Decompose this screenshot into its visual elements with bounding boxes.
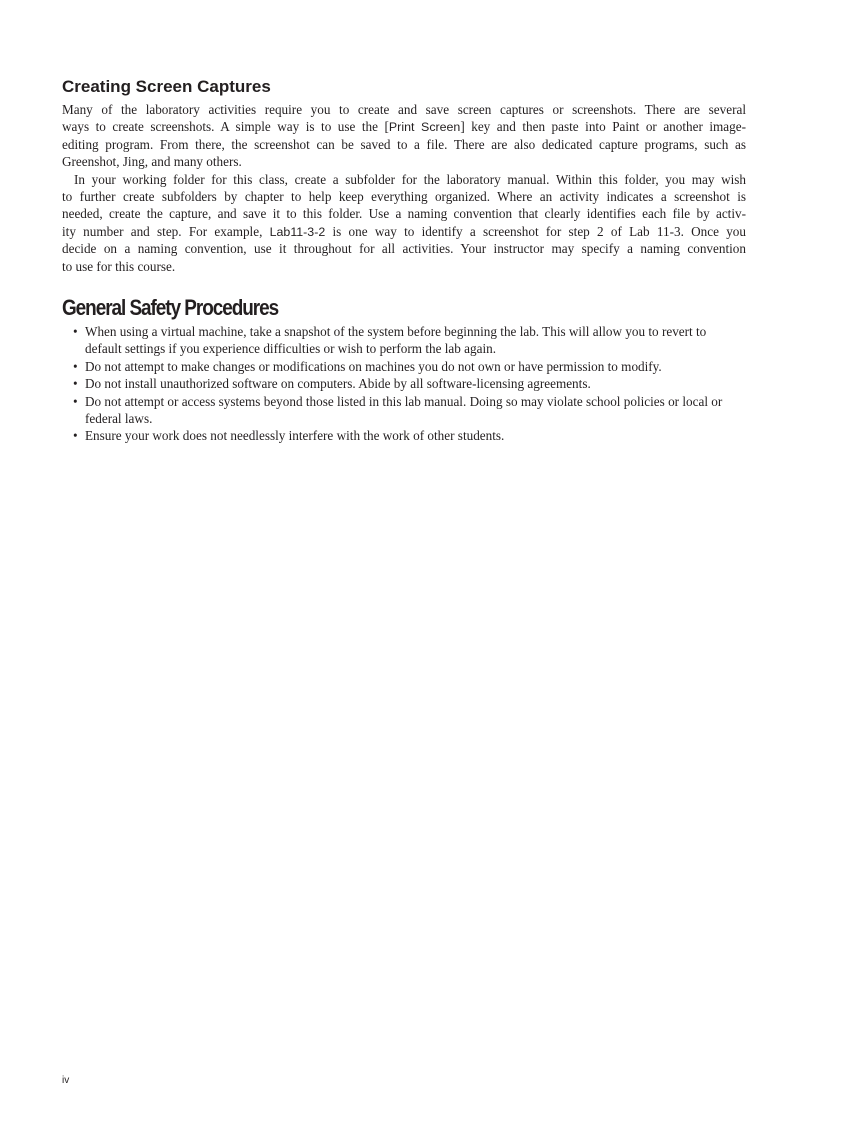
bullet-icon: •: [73, 358, 78, 374]
list-item: [73, 323, 746, 358]
list-item-text: Do not attempt to make changes or modifications on machines you do not own or have permission to modify.: [85, 358, 662, 374]
text-line: decide on a naming convention, use it throughout for all activities. Your instructor may specify a naming convention: [62, 241, 746, 257]
text: is one way to identify a screenshot for step 2 of Lab 11-3. Once you: [325, 223, 746, 239]
safety-list: [73, 323, 746, 445]
filename-example: Lab11-3-2: [269, 224, 326, 239]
bullet-icon: •: [73, 376, 78, 392]
bullet-icon: •: [73, 324, 78, 339]
text-line: Greenshot, Jing, and many others.: [62, 154, 242, 170]
page-number: iv: [62, 1075, 70, 1086]
section-heading-safety: General Safety Procedures: [62, 295, 279, 320]
text-line: [62, 223, 746, 240]
text-line: needed, create the capture, and save it to this folder. Use a naming convention that clearly identifies each file by activ-: [62, 206, 746, 222]
list-item-text: Do not install unauthorized software on computers. Abide by all software-licensing agreements.: [85, 376, 591, 392]
key-name: Print Screen: [388, 120, 461, 135]
list-item: [73, 375, 746, 392]
list-item: [73, 393, 746, 428]
list-item: [73, 358, 746, 375]
text-line: editing program. From there, the screenshot can be saved to a file. There are also dedicated capture programs, such as: [62, 136, 746, 152]
bullet-icon: •: [73, 393, 78, 409]
text-line: to further create subfolders by chapter to help keep everything organized. Where an activity indicates a screenshot is: [62, 188, 746, 204]
bullet-icon: •: [73, 428, 78, 444]
list-item-text: Ensure your work does not needlessly interfere with the work of other students.: [85, 428, 505, 444]
text: ity number and step. For example,: [62, 223, 270, 239]
list-item-text: Do not attempt or access systems beyond those listed in this lab manual. Doing so may violate school policies or local or federal laws.: [85, 393, 723, 427]
text-line: In your working folder for this class, create a subfolder for the laboratory manual. Within this folder, you may wish: [74, 171, 746, 187]
text-line: Many of the laboratory activities require you to create and save screen captures or screenshots. There are several: [62, 102, 746, 117]
section-heading-screen-captures: Creating Screen Captures: [62, 77, 271, 96]
text: ] key and then paste into Paint or another image-: [460, 119, 746, 135]
text-line: [62, 118, 746, 135]
list-item-text: When using a virtual machine, take a snapshot of the system before beginning the lab. This will allow you to revert to default settings if you experience difficulties or wish to perform the lab again.: [85, 324, 707, 357]
text-line: to use for this course.: [62, 258, 176, 274]
text: ways to create screenshots. A simple way is to use the [: [62, 119, 389, 135]
list-item: [73, 427, 746, 444]
paragraph-screen-captures: [62, 101, 746, 275]
